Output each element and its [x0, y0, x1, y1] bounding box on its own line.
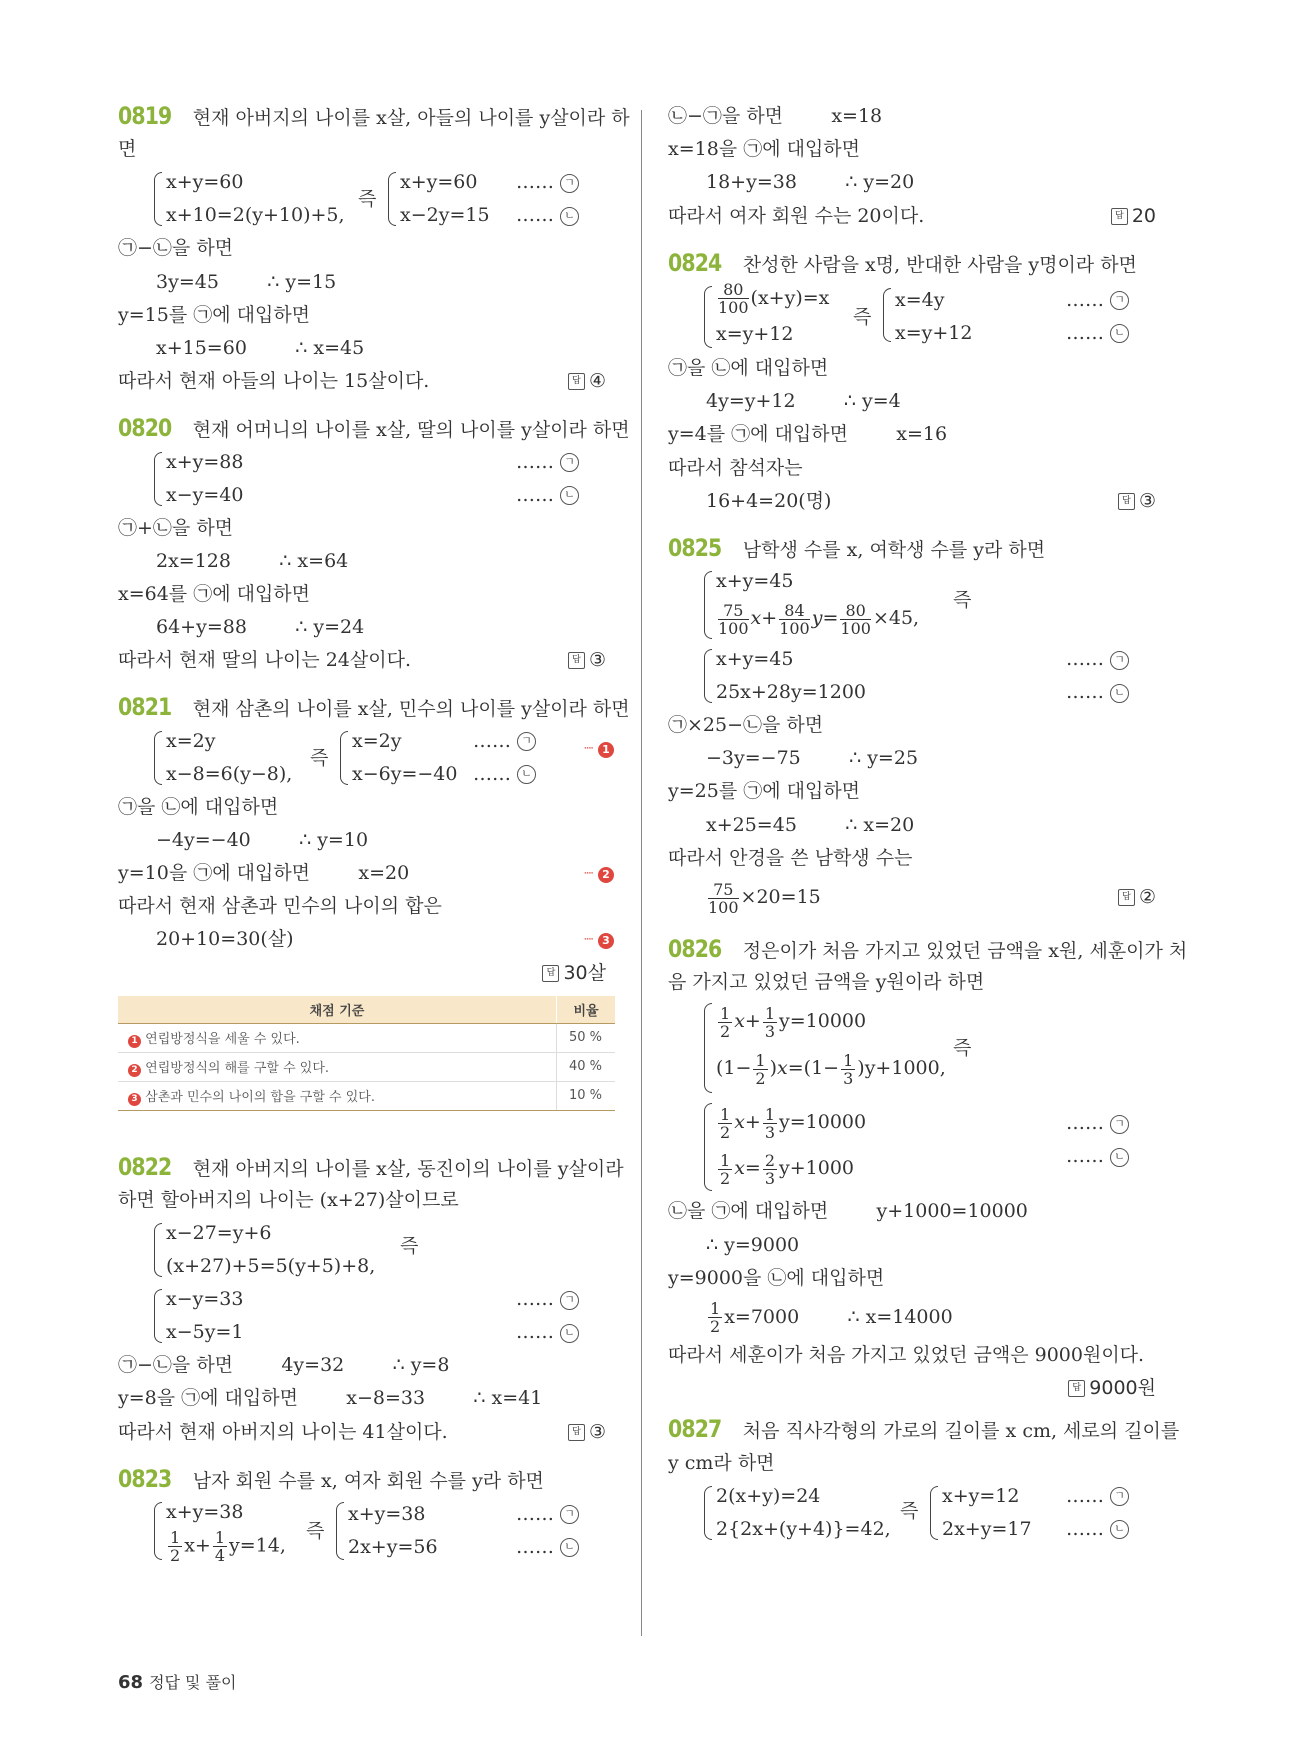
- problem-0821-system: x=2y x−8=6(y−8), 즉 x=2y x−6y=−40 …… ㄱ …… ㄴ ┈ 1: [118, 725, 616, 791]
- problem-number: 0825: [668, 533, 722, 562]
- answer-icon: 답: [1068, 1380, 1085, 1397]
- marker-b: ㄴ: [560, 1538, 579, 1557]
- answer: 답 ③: [568, 644, 606, 677]
- page-number: 68: [118, 1672, 144, 1693]
- problem-0823-conclusion: 따라서 여자 회원 수는 20이다. 답 20: [668, 200, 1166, 233]
- problem-0822-system1: x−27=y+6 (x+27)+5=5(y+5)+8, 즉: [118, 1217, 616, 1283]
- problem-0823-system: x+y=38 $\frac{1}{2}$ x+ $\frac{1}{4}$ y=14, 즉 x+y=38 2x+y=56 …… ㄱ …… ㄴ: [118, 1496, 616, 1566]
- marker-a: ㄱ: [1110, 1487, 1129, 1506]
- problem-number: 0819: [118, 102, 172, 130]
- marker-a: ㄱ: [560, 1505, 579, 1524]
- brace: [154, 172, 162, 226]
- problem-0824-system: $\frac{80}{100}$ (x+y)=x x=y+12 즉 x=4y x=y+12 …… ㄱ …… ㄴ: [668, 280, 1166, 352]
- marker-b: ㄴ: [560, 1324, 579, 1343]
- problem-number: 0824: [668, 248, 722, 277]
- marker-b: ㄴ: [1110, 1148, 1129, 1167]
- answer-icon: 답: [1111, 208, 1128, 225]
- problem-0819-intro2: 면: [118, 138, 137, 161]
- problem-0823-intro: 0823 남자 회원 수를 x, 여자 회원 수를 y라 하면: [118, 1463, 616, 1496]
- scoring-header-criteria: 채점 기준: [118, 996, 557, 1024]
- marker-a: ㄱ: [560, 1291, 579, 1310]
- marker-a: ㄱ: [517, 732, 536, 751]
- problem-0826-system2: $\frac{1}{2}$ x+ $\frac{1}{3}$ y=10000 $\frac{1}{2}$ x= $\frac{2}{3}$ y+1000 …… ㄱ …… ㄴ: [668, 1099, 1166, 1195]
- marker-b: ㄴ: [560, 207, 579, 226]
- problem-0819-conclusion: 따라서 현재 아들의 나이는 15살이다. 답 ④: [118, 365, 616, 398]
- answer-icon: 답: [1118, 493, 1135, 510]
- problem-0827-intro: 0827 처음 직사각형의 가로의 길이를 x cm, 세로의 길이를: [668, 1413, 1166, 1446]
- problem-0820-intro: 0820 현재 어머니의 나이를 x살, 딸의 나이를 y살이라 하면: [118, 412, 616, 445]
- step-marker-2: ┈ 2: [584, 857, 614, 890]
- problem-0824-conclusion: 16+4=20(명) 답 ③: [668, 485, 1166, 518]
- problem-0824-intro: 0824 찬성한 사람을 x명, 반대한 사람을 y명이라 하면: [668, 247, 1166, 280]
- problem-0825-conclusion: $\frac{75}{100}$ ×20=15 답 ②: [668, 875, 1166, 919]
- scoring-header-ratio: 비율: [557, 996, 616, 1024]
- problem-number: 0826: [668, 935, 722, 963]
- problem-0821-intro: 0821 현재 삼촌의 나이를 x살, 민수의 나이를 y살이라 하면: [118, 691, 616, 724]
- table-row: 3 삼촌과 민수의 나이의 합을 구할 수 있다. 10 %: [118, 1081, 615, 1110]
- answer: 답 ②: [1118, 875, 1156, 919]
- answer: 답 ③: [568, 1416, 606, 1449]
- problem-0825-system1: x+y=45 $\frac{75}{100}$ x+ $\frac{84}{100}$ y= $\frac{80}{100}$ ×45, 즉: [668, 565, 1166, 643]
- problem-0819-intro: 0819 현재 아버지의 나이를 x살, 아들의 나이를 y살이라 하: [118, 100, 616, 133]
- problem-0827-system: 2(x+y)=24 2{2x+(y+4)}=42, 즉 x+y=12 2x+y=17 …… ㄱ …… ㄴ: [668, 1480, 1166, 1546]
- answer-icon: 답: [568, 652, 585, 669]
- problem-number: 0822: [118, 1152, 172, 1181]
- problem-0825-system2: x+y=45 25x+28y=1200 …… ㄱ …… ㄴ: [668, 643, 1166, 709]
- problem-0822-system2: x−y=33 x−5y=1 …… ㄱ …… ㄴ: [118, 1283, 616, 1349]
- problem-0821-answer: [118, 957, 616, 990]
- problem-number: 0827: [668, 1415, 722, 1444]
- problem-0819-system: x+y=60 x+10=2(y+10)+5, 즉 x+y=60 x−2y=15 …… ㄱ …… ㄴ: [118, 166, 616, 232]
- problem-0825-intro: 0825 남학생 수를 x, 여학생 수를 y라 하면: [668, 532, 1166, 565]
- problem-number: 0823: [118, 1464, 172, 1493]
- problem-0826-system1: $\frac{1}{2}$ x+ $\frac{1}{3}$ y=10000 (1− $\frac{1}{2}$ )x=(1− $\frac{1}{3}$ )y+1000, 즉: [668, 999, 1166, 1099]
- problem-0826-intro: 0826 정은이가 처음 가지고 있었던 금액을 x원, 세훈이가 처: [668, 933, 1166, 966]
- answer-icon: 답: [542, 965, 559, 982]
- marker-a: ㄱ: [1110, 651, 1129, 670]
- column-divider: [641, 110, 642, 1636]
- answer: 답 ③: [1118, 485, 1156, 518]
- problem-0826-answer: [668, 1372, 1166, 1405]
- marker-b: ㄴ: [1110, 684, 1129, 703]
- problem-0820-conclusion: 따라서 현재 딸의 나이는 24살이다. 답 ③: [118, 644, 616, 677]
- marker-a: ㄱ: [1110, 291, 1129, 310]
- answer: 답 20: [1111, 200, 1156, 233]
- footer-label: 정답 및 풀이: [149, 1673, 237, 1692]
- answer: 답 ④: [568, 365, 606, 398]
- left-column: 0819 현재 아버지의 나이를 x살, 아들의 나이를 y살이라 하 면 x+y=60 x+10=2(y+10)+5, 즉 x+y=60 x−2y=15 …… ㄱ …… ㄴ ㉠−㉡을 하면 3y=45 ∴ y=15 y=15를 ㉠에 대입하면 x+15=60 ∴ x=45 따라서 현재 아들의 나이는 15살이다. 답 ④ 0820 현재 어머니의 나이를 x살, 딸의 나이를 y살이라 하면 x+y=88 x−y=40 …… ㄱ …… ㄴ ㉠+㉡을 하면 2x=128 ∴ x=64 x=64를 ㉠에 대입하면 64+y=88 ∴ y=24 따라서 현재 딸의 나이는 24살이다. 답 ③ 0821 현재 삼촌의 나이를 x살, 민수의 나이를 y살이라 하면 x=2y x−8=6(y−8), 즉 x=2y x−6y=−40 …… ㄱ …… ㄴ ┈ 1 ㉠을 ㉡에 대입하면 −4y=−40 ∴ y=10 y=10을 ㉠에 대입하면 x=20 ┈ 2 따라서 현재 삼촌과 민수의 나이의 합은 20+10=30(살) ┈ 3 답 30살 채점 기준 비율 1 연립방정식을 세울 수 있다. 50 % 2 연립방정식의 해를 구할 수 있다. 40 % 3 삼촌과 민수의 나이의 합을 구할 수 있다. 10 % 0822 현재 아버지의 나이를 x살, 동진이의 나이를 y살이라 하면 할아버지의 나이는 (x+27)살이므로 x−27=y+6 (x+27)+5=5(y+5)+8, 즉 x−y=33 x−5y=1 …… ㄱ …… ㄴ ㉠−㉡을 하면 4y=32 ∴ y=8 y=8을 ㉠에 대입하면 x−8=33 ∴ x=41 따라서 현재 아버지의 나이는 41살이다. 답 ③ 0823 남자 회원 수를 x, 여자 회원 수를 y라 하면 x+y=38 $\frac{1}{2}$ x+ $\frac{1}{4}$ y=14, 즉 x+y=38 2x+y=56 …… ㄱ …… ㄴ: [118, 102, 630, 1565]
- answer: 답 9000원: [1068, 1372, 1156, 1405]
- marker-b: ㄴ: [1110, 1520, 1129, 1539]
- answer-icon: 답: [1118, 889, 1135, 906]
- marker-a: ㄱ: [1110, 1115, 1129, 1134]
- problem-number: 0821: [118, 693, 172, 722]
- table-row: 1 연립방정식을 세울 수 있다. 50 %: [118, 1023, 615, 1052]
- marker-b: ㄴ: [517, 765, 536, 784]
- problem-0822-intro: 0822 현재 아버지의 나이를 x살, 동진이의 나이를 y살이라: [118, 1151, 616, 1184]
- answer-icon: 답: [568, 1424, 585, 1441]
- answer-icon: 답: [568, 373, 585, 390]
- marker-b: ㄴ: [560, 486, 579, 505]
- answer: 답 30살: [542, 957, 606, 990]
- marker-b: ㄴ: [1110, 324, 1129, 343]
- problem-number: 0820: [118, 414, 172, 443]
- step-marker-3: ┈ 3: [584, 923, 614, 956]
- step-marker-1: ┈ 1: [584, 739, 614, 758]
- marker-a: ㄱ: [560, 453, 579, 472]
- problem-0820-system: x+y=88 x−y=40 …… ㄱ …… ㄴ: [118, 446, 616, 512]
- table-row: 2 연립방정식의 해를 구할 수 있다. 40 %: [118, 1052, 615, 1081]
- right-column: ㉡−㉠을 하면 x=18 x=18을 ㉠에 대입하면 18+y=38 ∴ y=20 따라서 여자 회원 수는 20이다. 답 20 0824 찬성한 사람을 x명, 반대한 사람을 y명이라 하면 $\frac{80}{100}$ (x+y)=x x=y+12 즉 x=4y x=y+12 …… ㄱ …… ㄴ ㉠을 ㉡에 대입하면 4y=y+12 ∴ y=4 y=4를 ㉠에 대입하면 x=16 따라서 참석자는 16+4=20(명) 답 ③ 0825 남학생 수를 x, 여학생 수를 y라 하면 x+y=45 $\frac{75}{100}$ x+ $\frac{84}{100}$ y= $\frac{80}{100}$ ×45, 즉 x+y=45 25x+28y=1200 …… ㄱ …… ㄴ ㉠×25−㉡을 하면 −3y=−75 ∴ y=25 y=25를 ㉠에 대입하면 x+25=45 ∴ x=20 따라서 안경을 쓴 남학생 수는 $\frac{75}{100}$ ×20=15 답 ② 0826 정은이가 처음 가지고 있었던 금액을 x원, 세훈이가 처 음 가지고 있었던 금액을 y원이라 하면 $\frac{1}{2}$ x+ $\frac{1}{3}$ y=10000 (1− $\frac{1}{2}$ )x=(1− $\frac{1}{3}$ )y+1000, 즉 $\frac{1}{2}$ x+ $\frac{1}{3}$ y=10000 $\frac{1}{2}$ x= $\frac{2}{3}$ y+1000 …… ㄱ …… ㄴ ㉡을 ㉠에 대입하면 y+1000=10000 ∴ y=9000 y=9000을 ㉡에 대입하면 $\frac{1}{2}$ x=7000 ∴ x=14000 따라서 세훈이가 처음 가지고 있었던 금액은 9000원이다. 답 9000원 0827 처음 직사각형의 가로의 길이를 x cm, 세로의 길이를 y cm라 하면 2(x+y)=24 2{2x+(y+4)}=42, 즉 x+y=12 2x+y=17 …… ㄱ …… ㄴ: [668, 100, 1166, 1546]
- scoring-table: [118, 996, 615, 1111]
- page-footer: [118, 1670, 237, 1693]
- marker-a: ㄱ: [560, 174, 579, 193]
- problem-0822-conclusion: 따라서 현재 아버지의 나이는 41살이다. 답 ③: [118, 1416, 616, 1449]
